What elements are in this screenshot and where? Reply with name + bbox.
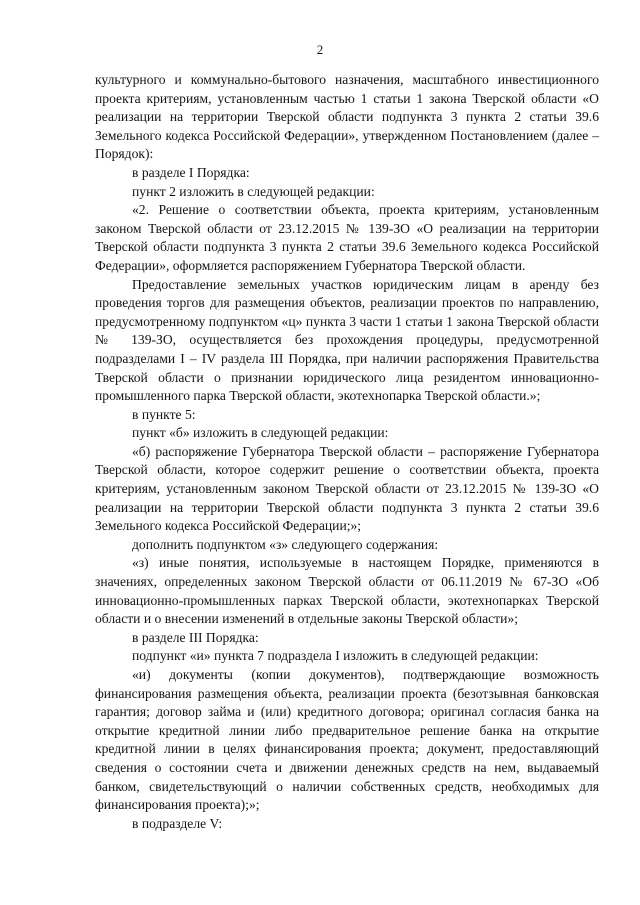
document-body [95, 71, 599, 833]
paragraph: дополнить подпунктом «з» следующего содержания: [132, 536, 439, 552]
paragraph: «и) документы (копии документов), подтверждающие возможность финансирования размещения объекта, реализации проекта (безотзывная банковская гарантия; договор займа и (или) кредитного договора; оригинал согласия банка на открытие кредитной линии либо предварительное решение банка на открытие кредитной линии в целях финансирования проекта; документ, предоставляющий сведения о состоянии счета и движении денежных средств на нем, выдаваемый банком, свидетельствующий о наличии собственных средств, необходимых для финансирования проекта);»; [95, 667, 599, 813]
paragraph: культурного и коммунально-бытового назначения, масштабного инвестиционного проекта критериям, установленным частью 1 статьи 1 закона Тверской области «О реализации на территории Тверской области подпункта 3 пункта 2 статьи 39.6 Земельного кодекса Российской Федерации», утвержденном Постановлением (далее – Порядок): [95, 72, 599, 162]
paragraph: «з) иные понятия, используемые в настоящем Порядке, применяются в значениях, определенных законом Тверской области от 06.11.2019 № 67-ЗО «Об инновационно-промышленных парках Тверской области, экотехнопарках Тверской области и о внесении изменений в отдельные законы Тверской области»; [95, 555, 599, 627]
paragraph: пункт 2 изложить в следующей редакции: [132, 183, 375, 199]
paragraph: в пункте 5: [132, 406, 196, 422]
paragraph: «2. Решение о соответствии объекта, проекта критериям, установленным законом Тверской области от 23.12.2015 № 139-ЗО «О реализации на территории Тверской области подпункта 3 пункта 2 статьи 39.6 Земельного кодекса Российской Федерации», оформляется распоряжением Губернатора Тверской области. [95, 202, 599, 273]
paragraph: «б) распоряжение Губернатора Тверской области – распоряжение Губернатора Тверской области, которое содержит решение о соответствии объекта, проекта критериям, установленным законом Тверской области от 23.12.2015 № 139-ЗО «О реализации на территории Тверской области подпункта 3 пункта 2 статьи 39.6 Земельного кодекса Российской Федерации;»; [95, 443, 599, 534]
paragraph: подпункт «и» пункта 7 подраздела I изложить в следующей редакции: [132, 648, 539, 664]
paragraph: в разделе I Порядка: [132, 164, 250, 180]
page-number: 2 [316, 42, 324, 57]
paragraph: в разделе III Порядка: [132, 629, 259, 645]
paragraph: пункт «б» изложить в следующей редакции: [132, 425, 389, 441]
paragraph: Предоставление земельных участков юридическим лицам в аренду без проведения торгов для размещения объектов, реализации проектов по направлению, предусмотренному подпунктом «ц» пункта 3 части 1 статьи 1 закона Тверской области № 139-ЗО, осуществляется без прохождения процедуры, предусмотренной подразделами I – IV раздела III Порядка, при наличии распоряжения Правительства Тверской области о признании юридического лица резидентом инновационно-промышленного парка Тверской области, экотехнопарка Тверской области.»; [95, 276, 599, 404]
paragraph: в подразделе V: [132, 815, 223, 831]
